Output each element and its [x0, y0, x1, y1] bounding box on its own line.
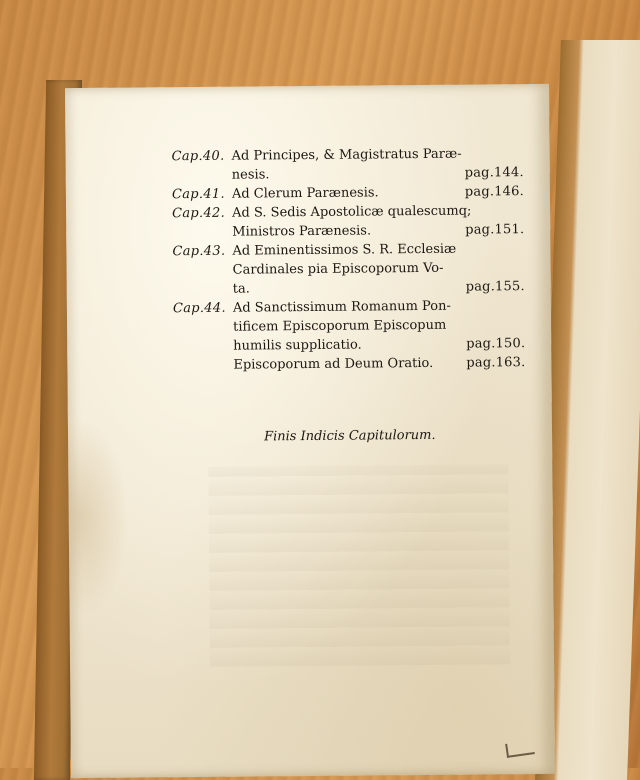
chapter-number: Cap.44.: [172, 300, 226, 317]
table-of-contents: [172, 144, 526, 375]
chapter-number: Cap.43.: [172, 243, 226, 260]
chapter-number: Cap.42.: [172, 205, 226, 222]
book-page: [65, 84, 555, 778]
finis-line: Finis Indicis Capitulorum.: [263, 427, 436, 445]
toc-entry-cap-40: [172, 144, 524, 185]
toc-line: [173, 353, 525, 375]
toc-entry-oratio: [173, 353, 525, 375]
toc-entry-cap-44: [173, 296, 525, 356]
chapter-title: tificem Episcoporum Episcopum: [233, 317, 447, 335]
chapter-title: Ministros Parænesis.: [232, 223, 372, 240]
toc-entry-cap-42: [172, 201, 524, 242]
toc-entry-cap-43: [172, 239, 524, 299]
chapter-title: Ad Sanctissimum Romanum Pon-: [232, 298, 451, 316]
chapter-number: Cap.41.: [171, 186, 225, 203]
page-reference: pag.146.: [464, 184, 524, 200]
chapter-title: ta.: [232, 281, 250, 297]
chapter-title: Cardinales pia Episcoporum Vo-: [232, 260, 444, 278]
chapter-title: Ad Clerum Parænesis.: [231, 185, 379, 202]
chapter-number: Cap.40.: [171, 148, 225, 165]
page-reference: pag.150.: [466, 336, 526, 352]
chapter-title: nesis.: [231, 167, 270, 183]
page-reference: pag.151.: [465, 222, 525, 238]
chapter-title: Ad Eminentissimos S. R. Ecclesiæ: [232, 241, 457, 259]
show-through-texture: [208, 464, 510, 667]
chapter-title: Episcoporum ad Deum Oratio.: [233, 355, 434, 373]
chapter-title: Ad S. Sedis Apostolicæ qualescumq;: [232, 203, 472, 221]
chapter-title: humilis supplicatio.: [233, 337, 362, 354]
page-reference: pag.163.: [466, 355, 526, 371]
page-reference: pag.144.: [464, 165, 524, 181]
chapter-title: Ad Principes, & Magistratus Paræ-: [231, 146, 462, 164]
page-reference: pag.155.: [465, 279, 525, 295]
